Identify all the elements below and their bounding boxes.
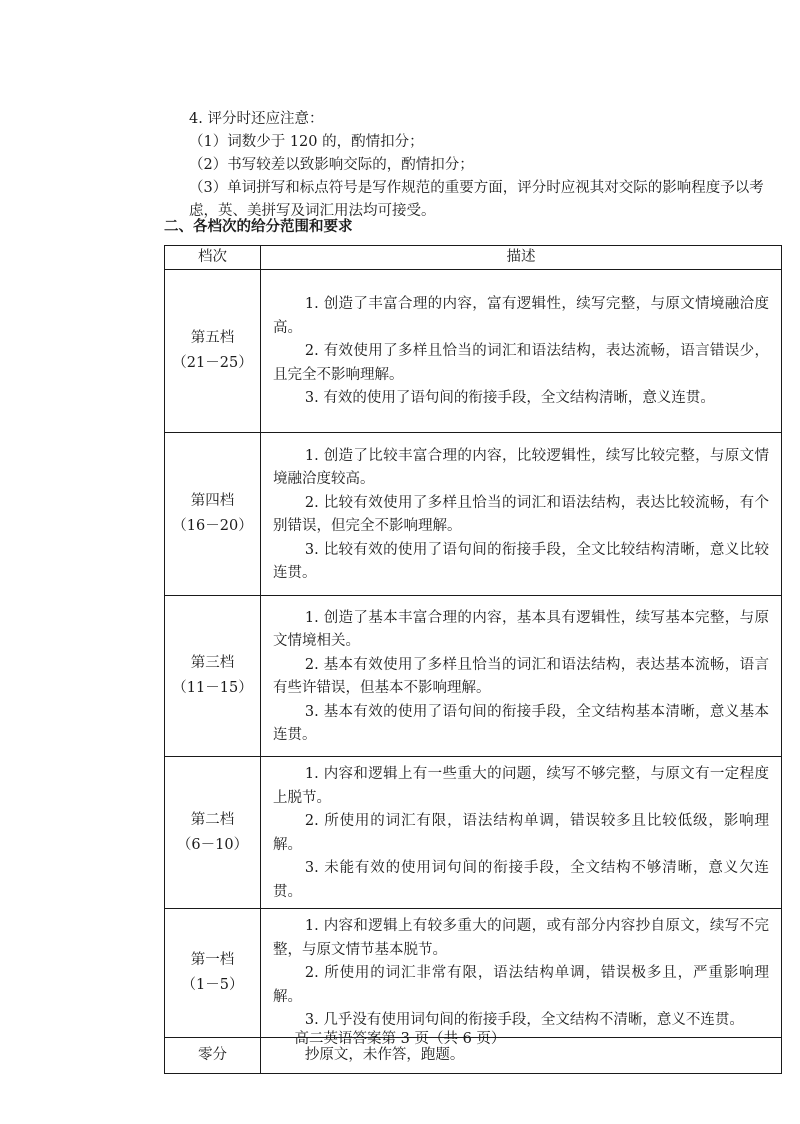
description-point: 2. 基本有效使用了多样且恰当的词汇和语法结构，表达基本流畅，语言有些许错误，但基本不影响理解。 — [273, 656, 769, 696]
level-range: （21－25） — [172, 355, 253, 371]
description-point: 3. 有效的使用了语句间的衔接手段，全文结构清晰，意义连贯。 — [304, 390, 715, 407]
level-cell — [165, 596, 261, 757]
description-point: 1. 创造了比较丰富合理的内容，比较逻辑性，续写比较完整，与原文情境融洽度较高。 — [273, 447, 769, 487]
level-name: 第五档 — [190, 330, 235, 346]
level-name: 零分 — [198, 1046, 227, 1063]
description-point: 3. 比较有效的使用了语句间的衔接手段，全文比较结构清晰，意义比较连贯。 — [273, 541, 769, 581]
level-range: （11－15） — [172, 680, 253, 696]
level-range: （16－20） — [172, 518, 253, 534]
description-point: 2. 所使用的词汇非常有限，语法结构单调，错误极多且，严重影响理解。 — [273, 965, 769, 1005]
description-point: 3. 几乎没有使用词句间的衔接手段，全文结构不清晰，意义不连贯。 — [304, 1012, 744, 1028]
level-name: 第一档 — [190, 951, 235, 968]
description-cell — [261, 596, 782, 757]
description-point: 抄原文，未作答，跑题。 — [304, 1047, 465, 1064]
scoring-notes — [164, 108, 782, 223]
level-cell — [165, 757, 261, 909]
level-cell — [165, 270, 261, 433]
table-row — [165, 909, 782, 1038]
description-point: 2. 有效使用了多样且恰当的词汇和语法结构，表达流畅，语言错误少，且完全不影响理解。 — [273, 343, 769, 383]
description-point: 2. 所使用的词汇有限，语法结构单调，错误较多且比较低级，影响理解。 — [273, 813, 769, 853]
description-point: 1. 创造了基本丰富合理的内容，基本具有逻辑性，续写基本完整，与原文情境相关。 — [273, 609, 769, 649]
header-level: 档次 — [165, 246, 261, 270]
description-cell — [261, 433, 782, 596]
table-header-row — [165, 246, 782, 270]
table-row — [165, 433, 782, 596]
note-item-2: （2）书写较差以致影响交际的，酌情扣分； — [189, 157, 474, 173]
level-name: 第四档 — [190, 493, 235, 509]
description-point: 2. 比较有效使用了多样且恰当的词汇和语法结构，表达比较流畅，有个别错误，但完全不影响理解。 — [273, 494, 769, 534]
header-description: 描述 — [261, 246, 782, 270]
level-name: 第三档 — [190, 655, 235, 671]
level-range: （6－10） — [176, 836, 249, 853]
level-cell — [165, 433, 261, 596]
note-item-3: （3）单词拼写和标点符号是写作规范的重要方面，评分时应视其对交际的影响程度予以考虑，英、美拼写及词汇用法均可接受。 — [189, 180, 764, 219]
level-cell — [165, 909, 261, 1038]
table-row — [165, 596, 782, 757]
description-point: 3. 基本有效的使用了语句间的衔接手段，全文结构基本清晰，意义基本连贯。 — [273, 703, 769, 743]
description-cell — [261, 270, 782, 433]
note-item-1: （1）词数少于 120 的，酌情扣分； — [189, 134, 424, 150]
table-row — [165, 757, 782, 909]
level-name: 第二档 — [190, 811, 235, 828]
section-title: 二、各档次的给分范围和要求 — [164, 219, 353, 235]
table-row — [165, 270, 782, 433]
notes-heading: 4. 评分时还应注意： — [189, 111, 324, 127]
grading-table — [164, 245, 782, 1074]
level-range: （1－5） — [181, 976, 244, 993]
description-point: 1. 内容和逻辑上有较多重大的问题，或有部分内容抄自原文，续写不完整，与原文情节基本脱节。 — [273, 918, 769, 958]
page-footer: 高二英语答案第 3 页（共 6 页） — [294, 1031, 506, 1047]
description-point: 1. 创造了丰富合理的内容，富有逻辑性，续写完整，与原文情境融洽度高。 — [273, 296, 769, 336]
description-point: 3. 未能有效的使用词句间的衔接手段，全文结构不够清晰，意义欠连贯。 — [273, 860, 769, 900]
description-cell — [261, 757, 782, 909]
description-cell — [261, 909, 782, 1038]
description-point: 1. 内容和逻辑上有一些重大的问题，续写不够完整，与原文有一定程度上脱节。 — [273, 766, 769, 806]
